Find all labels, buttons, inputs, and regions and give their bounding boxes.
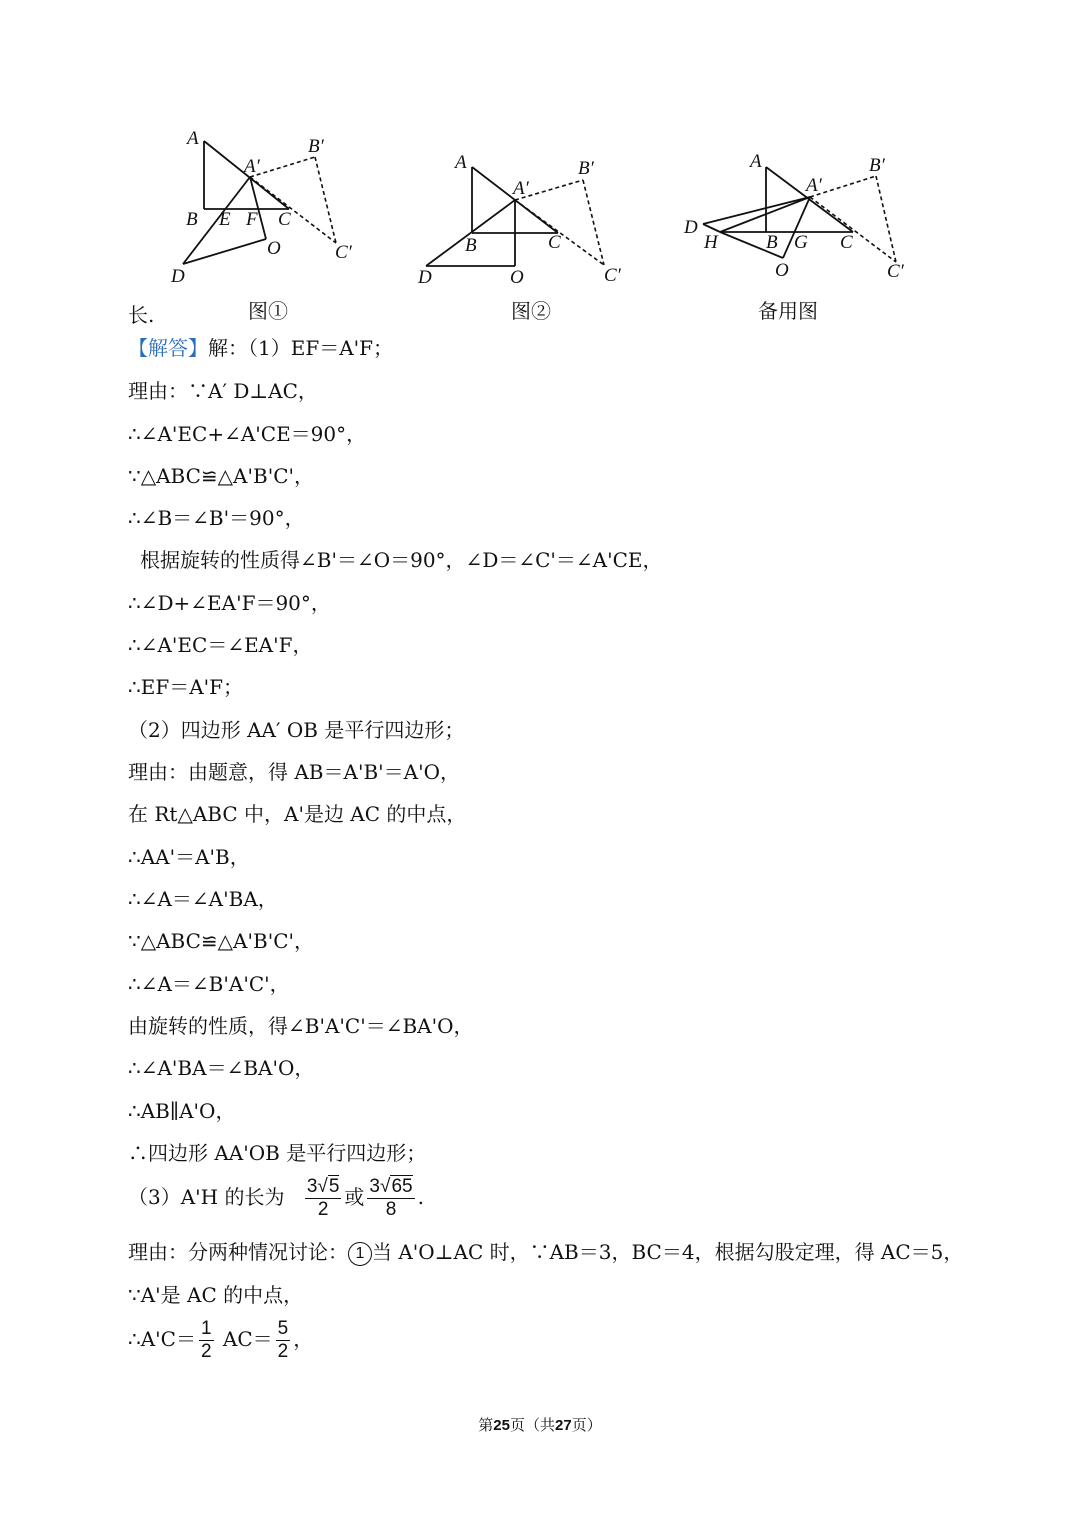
fig1-label-B1: B′: [308, 136, 324, 157]
footer-pre: 第: [478, 1417, 494, 1434]
fig3-label-O: O: [775, 260, 789, 281]
fig2-label-A: A: [455, 152, 467, 173]
fraction-3sqrt65-over-8: [367, 1176, 414, 1221]
fig1-label-F: F: [246, 209, 258, 230]
fig2-label-C: C: [548, 232, 561, 253]
fig2-label-C1: C′: [604, 265, 621, 286]
last-end: ，: [293, 1327, 314, 1351]
page-number: 25: [493, 1417, 510, 1434]
frac1-coef: 3: [306, 1176, 318, 1197]
reason-line: [128, 1237, 963, 1267]
total-pages: 27: [555, 1417, 572, 1434]
sqrt-sign: √: [317, 1176, 328, 1197]
solution-line: 根据旋转的性质得∠B'＝∠O＝90°，∠D＝∠C'＝∠A'CE，: [140, 548, 663, 572]
figure-3: [0, 0, 1080, 300]
fig3-label-C1: C′: [887, 261, 904, 282]
solution-line: ∴∠A＝∠B'A'C'，: [128, 972, 290, 996]
fig2-label-O: O: [510, 267, 524, 288]
part3-end: .: [417, 1185, 424, 1209]
fig2-caption: 图②: [511, 299, 551, 323]
reason-pre: 理由：分两种情况讨论：: [128, 1240, 348, 1264]
last-line: [128, 1318, 313, 1363]
solution-line: ∴∠A'EC＝∠EA'F，: [128, 633, 313, 657]
solution-line: 理由：∵A′ D⊥AC，: [128, 379, 318, 403]
fig3-caption: 备用图: [758, 299, 818, 323]
fig3-label-A1: A′: [806, 175, 822, 196]
fraction-5-over-2: [276, 1318, 291, 1363]
frac1-den: 2: [317, 1199, 329, 1220]
or-text: 或: [344, 1185, 365, 1209]
fig1-label-E: E: [219, 209, 231, 230]
footer-post: 页）: [571, 1417, 602, 1434]
fig1-label-B: B: [186, 209, 198, 230]
fig1-label-A: A: [187, 128, 199, 149]
solution-line: ∵A'是 AC 的中点，: [128, 1283, 304, 1307]
fig3-label-A: A: [750, 151, 762, 172]
f-num: 1: [200, 1318, 212, 1339]
frac2-radicand: 65: [391, 1176, 413, 1197]
fig3-label-D: D: [684, 217, 698, 238]
fig2-label-A1: A′: [513, 178, 529, 199]
last-prefix: ∴A'C＝: [128, 1327, 196, 1351]
fig1-label-A1: A′: [244, 156, 260, 177]
solution-text: 解：（1）EF＝A'F；: [208, 336, 394, 360]
fig1-label-C1: C′: [335, 242, 352, 263]
fig3-label-H: H: [704, 232, 718, 253]
fig1-label-O: O: [267, 238, 281, 259]
solution-line: 理由：由题意，得 AB＝A'B'＝A'O，: [128, 760, 460, 784]
solution-line: ∴四边形 AA'OB 是平行四边形；: [128, 1141, 427, 1165]
last-middle: AC＝: [216, 1327, 273, 1351]
solution-line: 由旋转的性质，得∠B'A'C'＝∠BA'O，: [128, 1014, 474, 1038]
solution-line: ∴∠A＝∠A'BA，: [128, 887, 278, 911]
solution-line: ∵△ABC≌△A'B'C'，: [128, 464, 314, 488]
solution-line: （2）四边形 AA′ OB 是平行四边形；: [128, 718, 465, 742]
solution-line: 在 Rt△ABC 中，A'是边 AC 的中点，: [128, 802, 467, 826]
g-den: 2: [277, 1341, 289, 1362]
solution-line: ∴AA'＝A'B，: [128, 845, 250, 869]
solution-line-0: [128, 333, 393, 363]
fig1-label-D: D: [171, 266, 185, 287]
footer-mid: 页（共: [509, 1417, 555, 1434]
fraction-1-over-2: [199, 1318, 214, 1363]
fig3-label-G: G: [794, 232, 808, 253]
solution-line: ∴∠B＝∠B'＝90°，: [128, 506, 305, 530]
solution-line: ∴AB∥A'O，: [128, 1099, 236, 1123]
g-num: 5: [277, 1318, 289, 1339]
f-den: 2: [200, 1341, 212, 1362]
intro-char: 长.: [128, 303, 155, 327]
solution-line: ∴∠A'EC+∠A'CE＝90°，: [128, 422, 367, 446]
part3-line: [128, 1176, 424, 1221]
fig2-label-B: B: [465, 235, 477, 256]
fig3-label-C: C: [840, 232, 853, 253]
solution-line: ∴EF＝A'F；: [128, 675, 244, 699]
frac2-coef: 3: [369, 1176, 380, 1197]
frac2-den: 8: [385, 1199, 397, 1220]
fig2-label-B1: B′: [578, 158, 594, 179]
frac1-radicand: 5: [328, 1176, 340, 1197]
solution-line: ∵△ABC≌△A'B'C'，: [128, 929, 314, 953]
fig1-caption: 图①: [248, 299, 288, 323]
solution-tag: 【解答】: [128, 336, 208, 360]
reason-post: 当 A'O⊥AC 时，∵AB＝3，BC＝4，根据勾股定理，得 AC＝5，: [372, 1240, 964, 1264]
fig1-label-C: C: [278, 209, 291, 230]
fig3-label-B: B: [766, 232, 778, 253]
solution-line: ∴∠A'BA＝∠BA'O，: [128, 1056, 315, 1080]
fraction-3sqrt5-over-2: [305, 1176, 342, 1221]
solution-line: ∴∠D+∠EA'F＝90°，: [128, 591, 331, 615]
figures-row: [0, 0, 1080, 330]
page-footer: [0, 1414, 1080, 1435]
circled-number-1: 1: [348, 1242, 372, 1266]
fig2-label-D: D: [418, 267, 432, 288]
part3-prefix: （3）A'H 的长为: [128, 1185, 285, 1209]
fig3-label-B1: B′: [869, 155, 885, 176]
sqrt-sign: √: [380, 1176, 391, 1197]
